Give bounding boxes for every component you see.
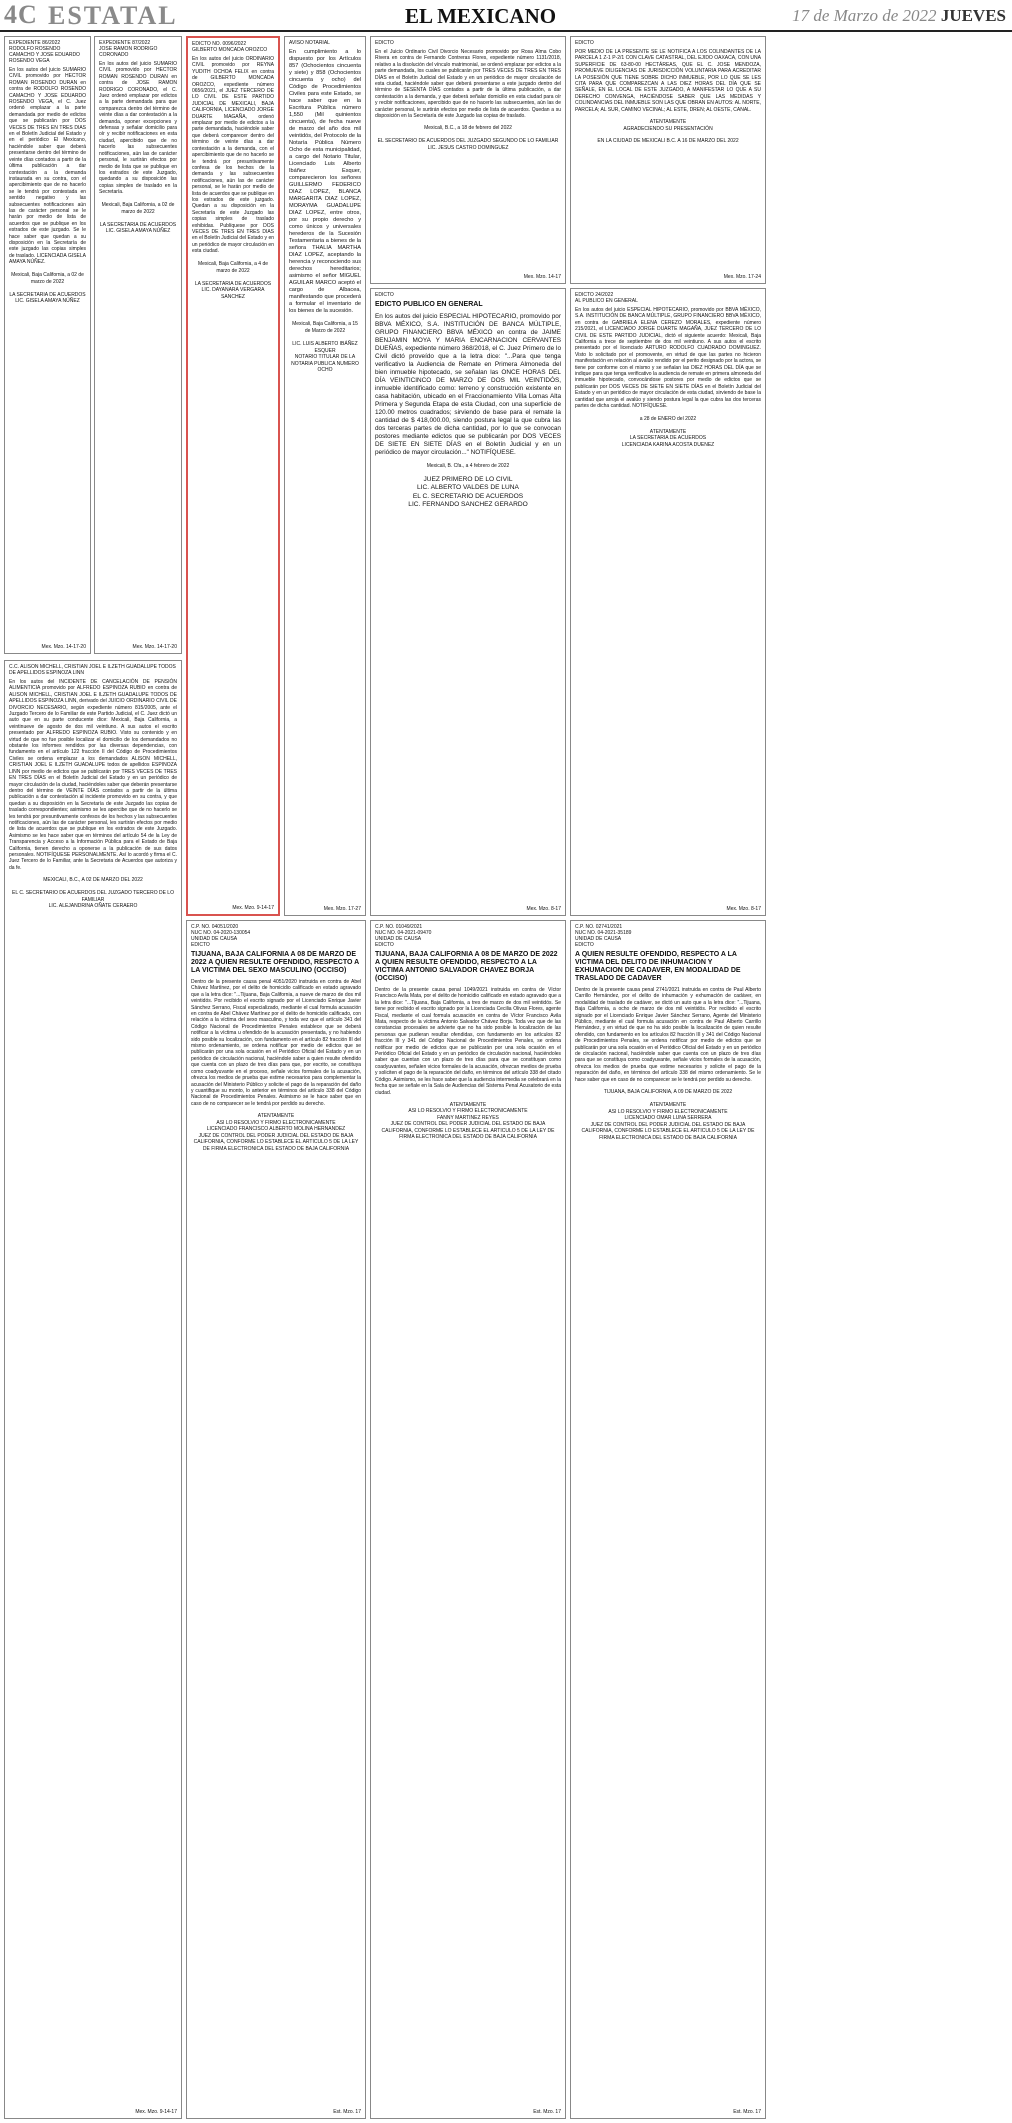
- legal-notice: [94, 36, 182, 654]
- notice-title: EDICTO PUBLICO EN GENERAL: [375, 301, 483, 308]
- notice-heading: AVISO NOTARIAL: [289, 40, 330, 46]
- publication-ref: Mex. Mzo. 8-17: [726, 906, 761, 912]
- notice-title: TIJUANA, BAJA CALIFORNIA A 08 DE MARZO DE 2022 A QUIEN RESULTE OFENDIDO, RESPECTO A LA VICTIMA DEL SEXO MASCULINO (OCCISO): [191, 951, 359, 974]
- legal-notice: [570, 36, 766, 284]
- publication-ref: Mex. Mzo. 14-17-20: [41, 644, 86, 650]
- notice-heading: C.P. NO. 01049/2021 NUC NO. 04-2021-09470 UNIDAD DE CAUSA EDICTO: [375, 924, 432, 948]
- notice-title: TIJUANA, BAJA CALIFORNIA A 08 DE MARZO DE 2022 A QUIEN RESULTE OFENDIDO, RESPECTO A LA VICTIMA ANTONIO SALVADOR CHAVEZ BORJA (OCCISO): [375, 951, 558, 982]
- notice-signature: ATENTAMENTE AGRADECIENDO SU PRESENTACIÓN: [623, 119, 713, 132]
- notice-signature: LIC. LUIS ALBERTO IBÁÑEZ ESQUER NOTARIO TITULAR DE LA NOTARIA PUBLICA NUMERO OCHO: [291, 341, 359, 373]
- issue-day: JUEVES: [940, 6, 1006, 25]
- notice-place-date: Mexicali, Baja California, a 02 de marzo de 2022: [101, 201, 175, 215]
- publication-ref: Mex. Mzo. 17-24: [723, 274, 761, 280]
- notice-body: POR MEDIO DE LA PRESENTE SE LE NOTIFICA A LOS COLINDANTES DE LA PARCELA 1 Z-1 P-2/1 CON CLAVE CATASTRAL, DEL EJIDO OAXACA, CON UNA SUPERFICIE DE 63-80-00 HECTÁREAS, QUE EL C. JOSE MENDOZA, PROMUEVE DILIGENCIAS DE JURISDICCIÓN VOLUNTARIA PARA ACREDITAR LA POSESIÓN QUE TIENE SOBRE DICHO INMUEBLE, POR LO QUE SE LES CITA PARA QUE COMPAREZCAN A LAS DIEZ HORAS DEL DÍA QUE SE SEÑALE, EN EL LOCAL DE ESTE JUZGADO, A MANIFESTAR LO QUE A SU DERECHO CONVENGA, HACIÉNDOSE SABER QUE LAS MEDIDAS Y COLINDANCIAS DEL INMUEBLE SON LAS QUE OBRAN EN AUTOS: AL NORTE, PARCELA; AL SUR, CAMINO VECINAL; AL ESTE, DREN; AL OESTE, CANAL.: [575, 49, 761, 113]
- issue-date: 17 de Marzo de 2022 JUEVES: [792, 6, 1006, 25]
- notice-place-date: TIJUANA, BAJA CALIFORNIA, A 09 DE MARZO DE 2022: [603, 1089, 733, 1096]
- notice-heading: EXPEDIENTE 87/2022 JOSE RAMON RODRIGO CORONADO: [99, 40, 158, 58]
- legal-notice: [370, 288, 566, 916]
- notice-body: Dentro de la presente causa penal 1049/2021 instruida en contra de Víctor Francisco Avila Mata, por el delito de homicidio calificado en estado agravado que a la letra dice: "...Tijuana, Baja California, a tres de marzo de dos mil veintidós. Se tiene por recibido el escrito signado por la Licenciada Cecilia Olivas Flores, agente Fiscal, mediante el cual formula acusación en contra de Víctor Francisco Avila Mata, respecto de la víctima Antonio Salvador Chávez Borja. Toda vez que de las constancias procesales se advierte que no ha sido posible la localización de las personas que pudieran resultar ofendidas, con fundamento en los artículos 82 fracción III y 341 del Código Nacional de Procedimientos Penales, se ordena notificar por medio de edictos que se publicarán por una sola ocasión en el Periódico Oficial del Estado y en un periódico de circulación nacional, haciéndoles saber que cuentan con un plazo de tres días para que se constituyan como coadyuvantes, señalen vicios formales de la acusación, ofrezcan medios de prueba y soliciten el pago de la reparación del daño, en términos del artículo 338 del citado Código. Asimismo, se les hace saber que la audiencia intermedia se celebrará en la fecha que se señale en la Sala de Audiencias del Sistema Penal Acusatorio de esta ciudad.: [375, 987, 561, 1096]
- notice-body: En los autos del juicio ORDINARIO CIVIL promovido por REYNA YUDITH OCHOA FELIX en contra de GILBERTO MONCADA OROZCO, expediente número 0656/2021, el JUEZ TERCERO DE LO CIVIL DE ESTE PARTIDO JUDICIAL DE MEXICALI, BAJA CALIFORNIA, LICENCIADO JORGE DUARTE MAGAÑA, ordenó emplazar por medio de edictos a la parte demandada, haciéndole saber que deberá comparecer dentro del término de veinte días a dar contestación a la demanda, con el apercibimiento que de no hacerlo se le tendrá por presuntivamente confesa de los hechos de la demanda y las subsecuentes notificaciones, aún las de carácter personal, se le harán por medio de lista de acuerdos que se publique en los estrados de este juzgado. Quedan a su disposición en la Secretaría de este Juzgado las copias simples de traslado exhibidas. Publíquese por DOS VECES DE TRES EN TRES DIAS en el Boletín Judicial del Estado y en un periódico de mayor circulación en esta ciudad.: [192, 56, 274, 255]
- notice-heading: EDICTO: [575, 40, 594, 46]
- page-number: 4C: [4, 0, 38, 29]
- legal-notice: [4, 660, 182, 2119]
- notice-heading: EDICTO NO. 0096/2022 GILBERTO MONCADA OROZCO: [192, 41, 268, 53]
- notice-signature: LA SECRETARIA DE ACUERDOS LIC. GISELA AMAYA NÚÑEZ: [9, 291, 86, 305]
- notice-signature: EL C. SECRETARIO DE ACUERDOS DEL JUZGADO TERCERO DE LO FAMILIAR LIC. ALEJANDRINA OÑATE CERAERO: [12, 890, 174, 910]
- publication-ref: Est. Mzo. 17: [533, 2109, 561, 2115]
- notice-heading: C.C. ALISON MICHELL, CRISTIAN JOEL E ILZETH GUADALUPE TODOS DE APELLIDOS ESPINOZA LINN: [9, 664, 176, 676]
- notice-signature: ATENTAMENTE ASI LO RESOLVIO Y FIRMO ELECTRONICAMENTE LICENCIADO FRANCISCO ALBERTO MOLINA HERNANDEZ JUEZ DE CONTROL DEL PODER JUDICIAL DEL ESTADO DE BAJA CALIFORNIA, CONFORME LO ESTABLECE EL ARTICULO 5 DE LA LEY DE FIRMA ELECTRONICA DEL ESTADO DE BAJA CALIFORNIA: [193, 1113, 359, 1152]
- notice-heading: C.P. NO. 02741/2021 NUC NO. 04-2021-35189 UNIDAD DE CAUSA EDICTO: [575, 924, 632, 948]
- notice-heading: C.P. NO. 04051/2020 NUC NO. 04-2020-130054 UNIDAD DE CAUSA EDICTO: [191, 924, 251, 948]
- legal-notice: [570, 288, 766, 916]
- notice-place-date: Mexicali, Baja California, a 02 de marzo de 2022: [11, 271, 84, 285]
- notice-heading: EDICTO: [375, 292, 394, 298]
- notice-body: En los autos del juicio SUMARIO CIVIL promovido por HECTOR ROMAN ROSENDO DURAN en contra de JOSE RAMON RODRIGO CORONADO, el C. Juez ordenó emplazar por edictos a la parte demandada para que comparezca dentro del término de veinte días a dar contestación a la demanda, oponer excepciones y defensas y señalar domicilio para oír y recibir notificaciones en esta ciudad, apercibido que de no hacerlo las subsecuentes notificaciones, aún las de carácter personal, le surtirán efectos por medio de lista que se publique en los estrados de este Juzgado, quedando a su disposición las copias simples de traslado en la Secretaría.: [99, 61, 177, 196]
- notice-heading: EDICTO: [375, 40, 394, 46]
- notice-signature: LA SECRETARIA DE ACUERDOS LIC. GISELA AMAYA NÚÑEZ: [99, 221, 177, 235]
- publication-ref: Mex. Mzo. 17-27: [323, 906, 361, 912]
- publication-ref: Est. Mzo. 17: [733, 2109, 761, 2115]
- notice-body: En los autos del juicio ESPECIAL HIPOTECARIO, promovido por BBVA MÉXICO, S.A. INSTITUCIÓN DE BANCA MÚLTIPLE, GRUPO FINANCIERO BBVA MÉXICO en contra de JAIME BENJAMIN MOYA Y MARIA ENCARNACION CERVANTES DUEÑAS, expediente número 368/2018, el C. Juez Primero de lo Civil dictó proveído que a la letra dice: "...Para que tenga verificativo la Audiencia de Remate en Primera Almoneda del bien inmueble hipotecado, se señalan las ONCE HORAS DEL DÍA VEINTICINCO DE MARZO DE DOS MIL VEINTIDÓS, inmueble identificado como: terreno y construcción existente en casa habitación, ubicado en el Fraccionamiento Villa Lomas Alta Primera y Segunda Etapa de esta Ciudad, con una superficie de 120.00 metros cuadrados; sirviendo de base para el remate la cantidad de $ 418,000.00, siendo postura legal la que cubra las dos terceras partes de dicha cantidad, por lo que se convocan postores mediante edictos que se publicarán por DOS VECES DE SIETE EN SIETE DÍAS en el Boletín Judicial y en un periódico de mayor circulación..." NOTIFÍQUESE.: [375, 313, 561, 456]
- notice-title: A QUIEN RESULTE OFENDIDO, RESPECTO A LA VICTIMA DEL DELITO DE INHUMACION Y EXHUMACION DE CADAVER, EN MODALIDAD DE TRASLADO DE CADAVER: [575, 951, 741, 982]
- legal-notice: [370, 36, 566, 284]
- publication-ref: Est. Mzo. 17: [333, 2109, 361, 2115]
- publication-ref: Mex. Mzo. 9-14-17: [135, 2109, 177, 2115]
- notice-body: En los autos del juicio ESPECIAL HIPOTECARIO, promovido por BBVA MÉXICO, S.A. INSTITUCIÓN DE BANCA MÚLTIPLE, GRUPO FINANCIERO BBVA MÉXICO, en contra de GABRIELA ELENA CEREZO MORALES, expediente número 215/2021, el LICENCIADO JORGE DUARTE MAGAÑA, JUEZ TERCERO DE LO CIVIL DE ESTE PARTIDO JUDICIAL, dictó el siguiente acuerdo: Mexicali, Baja California a trece de septiembre de dos mil veintiuno. A sus autos el escrito presentado por el licenciado ARTURO RODOLFO CUADRADO DOMINGUEZ. Visto lo solicitado por el promovente, en virtud de que las partes no hicieron manifestación en relación al avalúo rendido por el perito designado por la actora, se tiene por conforme con el mismo y se señalan las DIEZ HORAS DEL DÍA que se indique para que tenga verificativo la audiencia de remate en primera almoneda del inmueble hipotecado, convocándose postores por medio de edictos que se publicarán por DOS VECES DE SIETE EN SIETE DÍAS en el Boletín Judicial del Estado y en un periódico de mayor circulación de esta ciudad, sirviendo de base la cantidad que arroja el avalúo y siendo postura legal la que cubra las dos terceras partes de dicha cantidad. NOTIFÍQUESE.: [575, 307, 761, 410]
- publication-ref: Mex. Mzo. 8-17: [526, 906, 561, 912]
- section-title: ESTATAL: [48, 1, 178, 30]
- notice-place-date: EN LA CIUDAD DE MEXICALI B.C. A 16 DE MARZO DEL 2022: [597, 138, 739, 145]
- notice-signature: LA SECRETARIA DE ACUERDOS LIC. DAYANARA VERGARA SANCHEZ: [194, 280, 272, 300]
- newspaper-name: EL MEXICANO: [405, 4, 557, 28]
- publication-ref: Mex. Mzo. 14-17-20: [132, 644, 177, 650]
- publication-ref: Mex. Mzo. 14-17: [523, 274, 561, 280]
- notice-place-date: a 28 de ENERO del 2022: [639, 415, 697, 422]
- notice-place-date: Mexicali, Baja California, a 4 de marzo de 2022: [197, 260, 269, 274]
- legal-notice: [284, 36, 366, 916]
- notice-body: En el Juicio Ordinario Civil Divorcio Necesario promovido por Rosa Alma Cobo Rivera en contra de Fernando Contreras Flores, expediente número 1131/2018, relativo a la disolución del vínculo matrimonial, se ordenó emplazar por edictos a la parte demandada, los cuales se publicarán por TRES VECES DE TRES EN TRES DÍAS en el Boletín Judicial del Estado y en un periódico de mayor circulación de esta ciudad, haciéndole saber que deberá presentarse a este juzgado dentro del término de SESENTA DÍAS contados a partir de la última publicación, a dar contestación a la demanda, y que deberá señalar domicilio en esta ciudad para oír y recibir notificaciones, apercibido que de no hacerlo las subsecuentes, aún las de carácter personal, le surtirán efectos por medio de lista de acuerdos. Quedan a su disposición en la Secretaría de este Juzgado las copias de traslado.: [375, 49, 561, 120]
- notice-signature: JUEZ PRIMERO DE LO CIVIL LIC. ALBERTO VALDES DE LUNA EL C. SECRETARIO DE ACUERDOS LIC. FERNANDO SANCHEZ GERARDO: [408, 476, 528, 509]
- notice-signature: ATENTAMENTE LA SECRETARIA DE ACUERDOS LICENCIADA KARINA ACOSTA DUENEZ: [621, 428, 715, 448]
- notice-body: En cumplimiento a lo dispuesto por los Artículos 857 (Ochocientos cincuenta y siete) y 858 (Ochocientos cincuenta y ocho) del Código de Procedimientos Civiles para este Estado, se hace saber que en la Escritura Pública número 1,550 (Mil quinientos cincuenta), de fecha nueve de marzo del año dos mil veintidós, del Protocolo de la Notaría Pública Número Ocho de esta municipalidad, a cargo del Notario Titular, Licenciado Luis Alberto Ibáñez Esquer, comparecieron los señores GUILLERMO FEDERICO DIAZ LOPEZ, BLANCA MARGARITA DIAZ LOPEZ, MORAYMA GUADALUPE DIAZ LOPEZ, entre otros, por su propio derecho y como únicos y universales herederos de la Sucesión Testamentaria a bienes de la señora THALIA MARTHA DIAZ LOPEZ, aceptando la herencia y reconociendo sus derechos hereditarios; asimismo el señor MIGUEL AGUILAR MARCO aceptó el cargo de Albacea, manifestando que procederá a formular el inventario de los bienes de la sucesión.: [289, 49, 361, 314]
- notice-heading: EXPEDIENTE 86/2022 RODOLFO ROSENDO CAMACHO Y JOSE EDUARDO ROSENDO VEGA: [9, 40, 80, 64]
- notice-body: En los autos del juicio SUMARIO CIVIL promovido por HECTOR ROMAN ROSENDO DURAN en contra de RODOLFO ROSENDO CAMACHO Y JOSE EDUARDO ROSENDO VEGA, el C. Juez ordenó emplazar a la parte demandada por medio de edictos que se publicarán por DOS VECES DE TRES EN TRES DIAS en el Boletín Judicial del Estado y en el periódico El Mexicano, haciéndole saber que deberá presentarse dentro del término de veinte días contados a partir de la última publicación a dar contestación a la demanda instaurada en su contra, con el apercibimiento que de no hacerlo se le tendrá por contestada en sentido negativo y las subsecuentes notificaciones aún las de carácter personal se le harán por medio de lista de acuerdos que se publique en los estrados de este juzgado. Se le hace saber que quedan a su disposición en la Secretaría de este juzgado las copias simples de traslado. LICENCIADA GISELA AMAYA NÚÑEZ.: [9, 67, 86, 266]
- legal-notice: [4, 36, 91, 654]
- notice-place-date: Mexicali, Baja California, a 15 de Marzo de 2022: [292, 321, 358, 334]
- legal-notice: [186, 920, 366, 2119]
- legal-notice-highlighted: [186, 36, 280, 916]
- notice-signature: EL SECRETARIO DE ACUERDOS DEL JUZGADO SEGUNDO DE LO FAMILIAR LIC. JESUS CASTRO DOMINGUEZ: [377, 138, 559, 151]
- notice-signature: ATENTAMENTE ASI LO RESOLVIO Y FIRMO ELECTRONICAMENTE FANNY MARTINEZ REYES JUEZ DE CONTROL DEL PODER JUDICIAL DEL ESTADO DE BAJA CALIFORNIA, CONFORME LO ESTABLECE EL ARTICULO 5 DE LA LEY DE FIRMA ELECTRONICA DEL ESTADO DE BAJA CALIFORNIA: [381, 1101, 555, 1141]
- notice-place-date: MEXICALI, B.C., A 02 DE MARZO DEL 2022: [43, 877, 143, 884]
- notice-signature: ATENTAMENTE ASI LO RESOLVIO Y FIRMO ELECTRONICAMENTE LICENCIADO OMAR LUNA SERRERA JUEZ DE CONTROL DEL PODER JUDICIAL DEL ESTADO DE BAJA CALIFORNIA, CONFORME LO ESTABLECE EL ARTICULO 5 DE LA LEY DE FIRMA ELECTRONICA DEL ESTADO DE BAJA CALIFORNIA: [581, 1102, 755, 1141]
- notice-body: Dentro de la presente causa penal 2741/2021 instruida en contra de Paul Alberto Carrillo Hernández, por el delito de inhumación y exhumación de cadáver, en modalidad de traslado de cadáver, se dictó un auto que a la letra dice: "...Tijuana, Baja California, a ocho de marzo de dos mil veintidós. Por recibido el escrito signado por el Licenciado Enrique Javier Sánchez Serrano, Agente del Ministerio Público, mediante el cual formula acusación en contra de Paul Alberto Carrillo Hernández, y en virtud de que no ha sido posible la localización de quien resulte ofendido, con fundamento en los artículos 82 fracción III y 341 del Código Nacional de Procedimientos Penales, se ordena notificar por medio de edictos que se publicarán por una sola ocasión en el Periódico Oficial del Estado y en un periódico de circulación nacional, haciéndole saber que cuenta con un plazo de tres días para que se constituya como coadyuvante, señale vicios formales de la acusación, ofrezca los medios de prueba que estime necesarios y solicite el pago de la reparación del daño, en términos del artículo 338 del mismo ordenamiento. Se le hace saber que en caso de no comparecer se le tendrá por perdido su derecho.: [575, 987, 761, 1083]
- notice-body: En los autos del INCIDENTE DE CANCELACIÓN DE PENSIÓN ALIMENTICIA promovido por ALFREDO ESPINOZA RUBIO en contra de ALISON MICHELL, CRISTIAN JOEL E ILZETH GUADALUPE TODOS DE APELLIDOS ESPINOZA LINN, derivado del JUICIO ORDINARIO CIVIL DE DIVORCIO NECESARIO, según expediente número 815/2005, ante el Juzgado Tercero de lo Familiar de este Partido Judicial, el C. Juez dictó un auto que en su parte conducente dice: Mexicali, Baja California, a veintinueve de agosto de dos mil veintiuno. A sus autos el escrito presentado por ALFREDO ESPINOZA RUBIO. Visto su contenido y en virtud de que no fue posible localizar el domicilio de los demandados no obstante los informes rendidos por las diversas dependencias, con fundamento en el artículo 122 fracción II del Código de Procedimientos Civiles se ordena emplazar a los demandados ALISON MICHELL, CRISTIAN JOEL E ILZETH GUADALUPE todos de apellidos ESPINOZA LINN por medio de edictos que se publicarán por TRES VECES DE TRES EN TRES DÍAS en el Boletín Judicial del Estado y en un periódico de mayor circulación de la ciudad, haciéndoles saber que deberán presentarse dentro del término de VEINTE DÍAS contados a partir de la última publicación a dar contestación al incidente promovido en su contra, y que quedan a su disposición en la Secretaría de este Juzgado las copias de traslado correspondientes; asimismo se les apercibe que de no hacerlo se les tendrá por presuntivamente confesos de los hechos y las subsecuentes notificaciones, aún las de carácter personal, les surtirán efectos por medio de lista de acuerdos que se publique en los estrados de este Juzgado. Asimismo se les hace saber que en términos del artículo 54 de la Ley de Transparencia y Acceso a la Información Pública para el Estado de Baja California, tienen derecho a oponerse a la publicación de sus datos personales. NOTIFÍQUESE PERSONALMENTE. Así lo acordó y firma el C. Juez Tercero de lo Familiar, ante la Secretaria de Acuerdos que autoriza y da fe.: [9, 679, 177, 871]
- publication-ref: Mex. Mzo. 9-14-17: [232, 905, 274, 911]
- notice-body: Dentro de la presente causa penal 4051/2020 instruida en contra de Abel Chávez Martínez, por el delito de homicidio calificado en estado agravado que a la letra dice: "...Tijuana, Baja California, a nueve de marzo de dos mil veintidós. Por recibido el escrito signado por el Licenciado Enrique Javier Sánchez Serrano, Fiscal especializado, mediante el cual formula acusación en contra de Abel Chávez Martínez por el delito de homicidio calificado, con relación a la víctima del sexo masculino, y toda vez que el artículo 341 del Código Nacional de Procedimientos Penales establece que se deberá notificar a la víctima u ofendido de la acusación presentada, y no habiendo sido posible su localización, con fundamento en el artículo 82 fracción III del mismo ordenamiento, se ordena notificar por medio de edictos que se publicarán por una sola ocasión en el Periódico Oficial del Estado y en un periódico de circulación nacional, haciéndole saber a quien resulte ofendido que cuenta con un plazo de tres días para que, por escrito, se constituya como coadyuvante en el proceso, señale vicios formales de la acusación, ofrezca los medios de prueba que estime necesarios para complementar la acusación del Ministerio Público y solicite el pago de la reparación del daño y cuantifique su monto, lo anterior en términos del artículo 338 del Código Nacional de Procedimientos Penales. Asimismo se le hace saber que en caso de no comparecer se le tendrá por perdido su derecho.: [191, 979, 361, 1107]
- notice-place-date: Mexicali, B.C., a 18 de febrero del 2022: [424, 125, 512, 132]
- legal-notice: [570, 920, 766, 2119]
- legal-notice: [370, 920, 566, 2119]
- page-header: [0, 0, 1012, 32]
- notice-heading: EDICTO 24/2022 AL PUBLICO EN GENERAL: [575, 292, 638, 304]
- notice-place-date: Mexicali, B. Cfa., a 4 febrero de 2022: [426, 463, 510, 469]
